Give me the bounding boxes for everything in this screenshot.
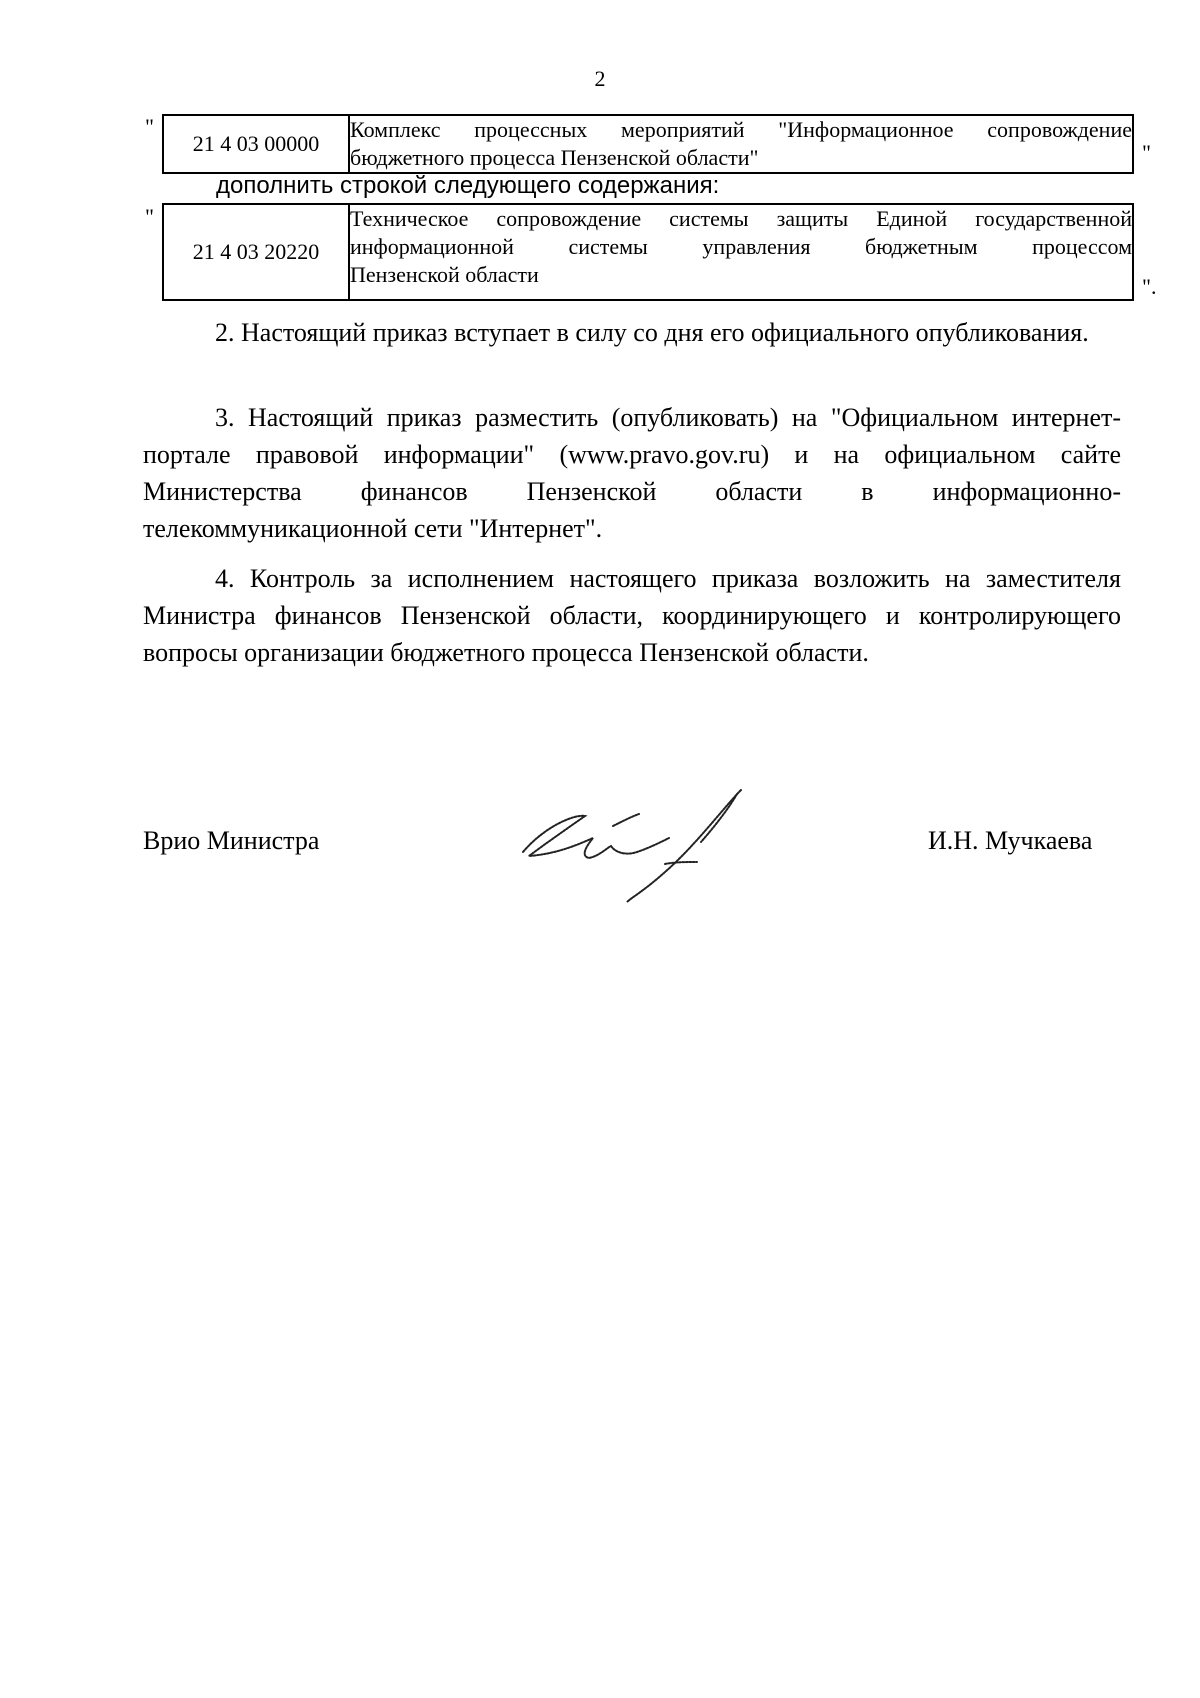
- code-cell: 21 4 03 00000: [163, 115, 349, 173]
- handwritten-signature-icon: [515, 786, 755, 911]
- description-line: бюджетного процесса Пензенской области": [350, 145, 759, 170]
- description-line: Пензенской области: [350, 262, 539, 287]
- opening-quote-1: ": [145, 114, 154, 139]
- paragraph-2: 2. Настоящий приказ вступает в силу со дня его официального опубликования.: [215, 318, 1089, 347]
- page-number: 2: [594, 66, 606, 91]
- code-cell: 21 4 03 20220: [163, 204, 349, 300]
- instruction-text: дополнить строкой следующего содержания:: [216, 172, 720, 199]
- description-line: информационной системы управления бюджетным процессом: [350, 234, 1132, 259]
- signer-title: Врио Министра: [143, 826, 320, 855]
- table-row: [163, 115, 1133, 173]
- code-table-1: [162, 114, 1134, 174]
- description-line: Комплекс процессных мероприятий "Информационное сопровождение: [350, 117, 1132, 142]
- closing-quote-1: ": [1142, 140, 1151, 165]
- signer-name: И.Н. Мучкаева: [928, 826, 1093, 855]
- code-table-2: [162, 203, 1134, 301]
- opening-quote-2: ": [145, 204, 154, 229]
- closing-quote-2: ".: [1142, 274, 1157, 299]
- paragraph-4: 4. Контроль за исполнением настоящего приказа возложить на заместителя Министра финансов Пензенской области, координирующего и контролирующего вопросы организации бюджетного процесса Пензенской области.: [143, 564, 1121, 667]
- table-row: [163, 204, 1133, 300]
- description-cell: [349, 115, 1133, 173]
- description-line: Техническое сопровождение системы защиты Единой государственной: [350, 206, 1132, 231]
- description-cell: [349, 204, 1133, 300]
- paragraph-3: 3. Настоящий приказ разместить (опубликовать) на "Официальном интернет-портале правовой информации" (www.pravo.gov.ru) и на официальном сайте Министерства финансов Пензенской области в информационно-телекоммуникационной сети "Интернет".: [143, 403, 1121, 543]
